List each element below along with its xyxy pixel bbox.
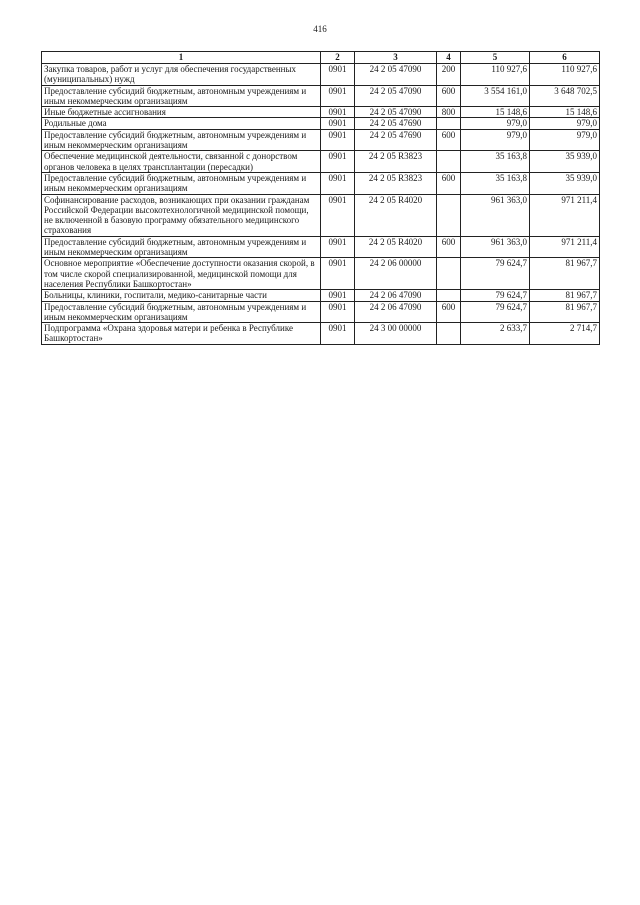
amount-year2-cell: 2 714,7 [530,323,600,345]
column-header: 1 [42,52,321,64]
table-row [42,118,600,129]
row-name-cell: Софинансирование расходов, возникающих при оказании гражданам Российской Федерации высокотехнологичной медицинской помощи, не включенной в базовую программу обязательного медицинского страхования [42,194,321,236]
target-code-cell: 24 2 05 R3823 [355,172,437,194]
table-row [42,151,600,173]
amount-year2-cell: 81 967,7 [530,301,600,323]
ministry-code-cell: 0901 [321,323,355,345]
ministry-code-cell: 0901 [321,129,355,151]
amount-year1-cell: 961 363,0 [461,194,530,236]
amount-year1-cell: 961 363,0 [461,236,530,258]
table-header-row [42,52,600,64]
expense-type-cell: 200 [437,64,461,86]
column-header: 2 [321,52,355,64]
table-row [42,172,600,194]
expense-type-cell: 600 [437,301,461,323]
row-name-cell: Обеспечение медицинской деятельности, связанной с донорством органов человека в целях трансплантации (пересадки) [42,151,321,173]
target-code-cell: 24 2 06 00000 [355,258,437,290]
target-code-cell: 24 2 05 R4020 [355,236,437,258]
expense-type-cell [437,194,461,236]
amount-year2-cell: 81 967,7 [530,258,600,290]
amount-year2-cell: 979,0 [530,129,600,151]
row-name-cell: Иные бюджетные ассигнования [42,107,321,118]
column-header: 6 [530,52,600,64]
ministry-code-cell: 0901 [321,236,355,258]
table-row [42,64,600,86]
expense-type-cell [437,323,461,345]
target-code-cell: 24 2 05 47690 [355,118,437,129]
ministry-code-cell: 0901 [321,172,355,194]
target-code-cell: 24 2 05 R3823 [355,151,437,173]
amount-year1-cell: 979,0 [461,118,530,129]
ministry-code-cell: 0901 [321,258,355,290]
amount-year1-cell: 15 148,6 [461,107,530,118]
amount-year2-cell: 81 967,7 [530,290,600,301]
target-code-cell: 24 2 05 47090 [355,107,437,118]
target-code-cell: 24 2 05 R4020 [355,194,437,236]
column-header: 3 [355,52,437,64]
target-code-cell: 24 2 05 47090 [355,85,437,107]
expense-type-cell [437,118,461,129]
amount-year1-cell: 979,0 [461,129,530,151]
amount-year2-cell: 979,0 [530,118,600,129]
target-code-cell: 24 2 05 47690 [355,129,437,151]
ministry-code-cell: 0901 [321,301,355,323]
row-name-cell: Предоставление субсидий бюджетным, автономным учреждениям и иным некоммерческим организациям [42,301,321,323]
ministry-code-cell: 0901 [321,118,355,129]
amount-year2-cell: 971 211,4 [530,194,600,236]
ministry-code-cell: 0901 [321,85,355,107]
expense-type-cell: 600 [437,85,461,107]
table-row [42,301,600,323]
amount-year1-cell: 35 163,8 [461,172,530,194]
amount-year1-cell: 79 624,7 [461,290,530,301]
row-name-cell: Предоставление субсидий бюджетным, автономным учреждениям и иным некоммерческим организациям [42,172,321,194]
target-code-cell: 24 2 06 47090 [355,290,437,301]
ministry-code-cell: 0901 [321,194,355,236]
row-name-cell: Предоставление субсидий бюджетным, автономным учреждениям и иным некоммерческим организациям [42,85,321,107]
target-code-cell: 24 3 00 00000 [355,323,437,345]
amount-year2-cell: 35 939,0 [530,151,600,173]
table-row [42,85,600,107]
amount-year2-cell: 110 927,6 [530,64,600,86]
amount-year2-cell: 3 648 702,5 [530,85,600,107]
row-name-cell: Подпрограмма «Охрана здоровья матери и ребенка в Республике Башкортостан» [42,323,321,345]
ministry-code-cell: 0901 [321,107,355,118]
row-name-cell: Больницы, клиники, госпитали, медико-санитарные части [42,290,321,301]
table-row [42,107,600,118]
column-header: 5 [461,52,530,64]
amount-year1-cell: 3 554 161,0 [461,85,530,107]
page-number: 416 [313,24,327,34]
table-row [42,236,600,258]
amount-year2-cell: 971 211,4 [530,236,600,258]
amount-year2-cell: 15 148,6 [530,107,600,118]
expense-type-cell: 600 [437,129,461,151]
table-row [42,258,600,290]
row-name-cell: Закупка товаров, работ и услуг для обеспечения государственных (муниципальных) нужд [42,64,321,86]
amount-year1-cell: 35 163,8 [461,151,530,173]
table-row [42,290,600,301]
row-name-cell: Родильные дома [42,118,321,129]
ministry-code-cell: 0901 [321,290,355,301]
table-row [42,194,600,236]
ministry-code-cell: 0901 [321,151,355,173]
amount-year1-cell: 110 927,6 [461,64,530,86]
expense-type-cell [437,258,461,290]
expense-type-cell: 800 [437,107,461,118]
row-name-cell: Предоставление субсидий бюджетным, автономным учреждениям и иным некоммерческим организациям [42,129,321,151]
expense-type-cell: 600 [437,172,461,194]
amount-year2-cell: 35 939,0 [530,172,600,194]
budget-table [41,51,600,345]
amount-year1-cell: 79 624,7 [461,258,530,290]
expense-type-cell: 600 [437,236,461,258]
row-name-cell: Предоставление субсидий бюджетным, автономным учреждениям и иным некоммерческим организациям [42,236,321,258]
ministry-code-cell: 0901 [321,64,355,86]
table-row [42,323,600,345]
expense-type-cell [437,290,461,301]
target-code-cell: 24 2 06 47090 [355,301,437,323]
table-row [42,129,600,151]
expense-type-cell [437,151,461,173]
amount-year1-cell: 2 633,7 [461,323,530,345]
target-code-cell: 24 2 05 47090 [355,64,437,86]
amount-year1-cell: 79 624,7 [461,301,530,323]
column-header: 4 [437,52,461,64]
row-name-cell: Основное мероприятие «Обеспечение доступности оказания скорой, в том числе скорой специализированной, медицинской помощи для населения Республики Башкортостан» [42,258,321,290]
